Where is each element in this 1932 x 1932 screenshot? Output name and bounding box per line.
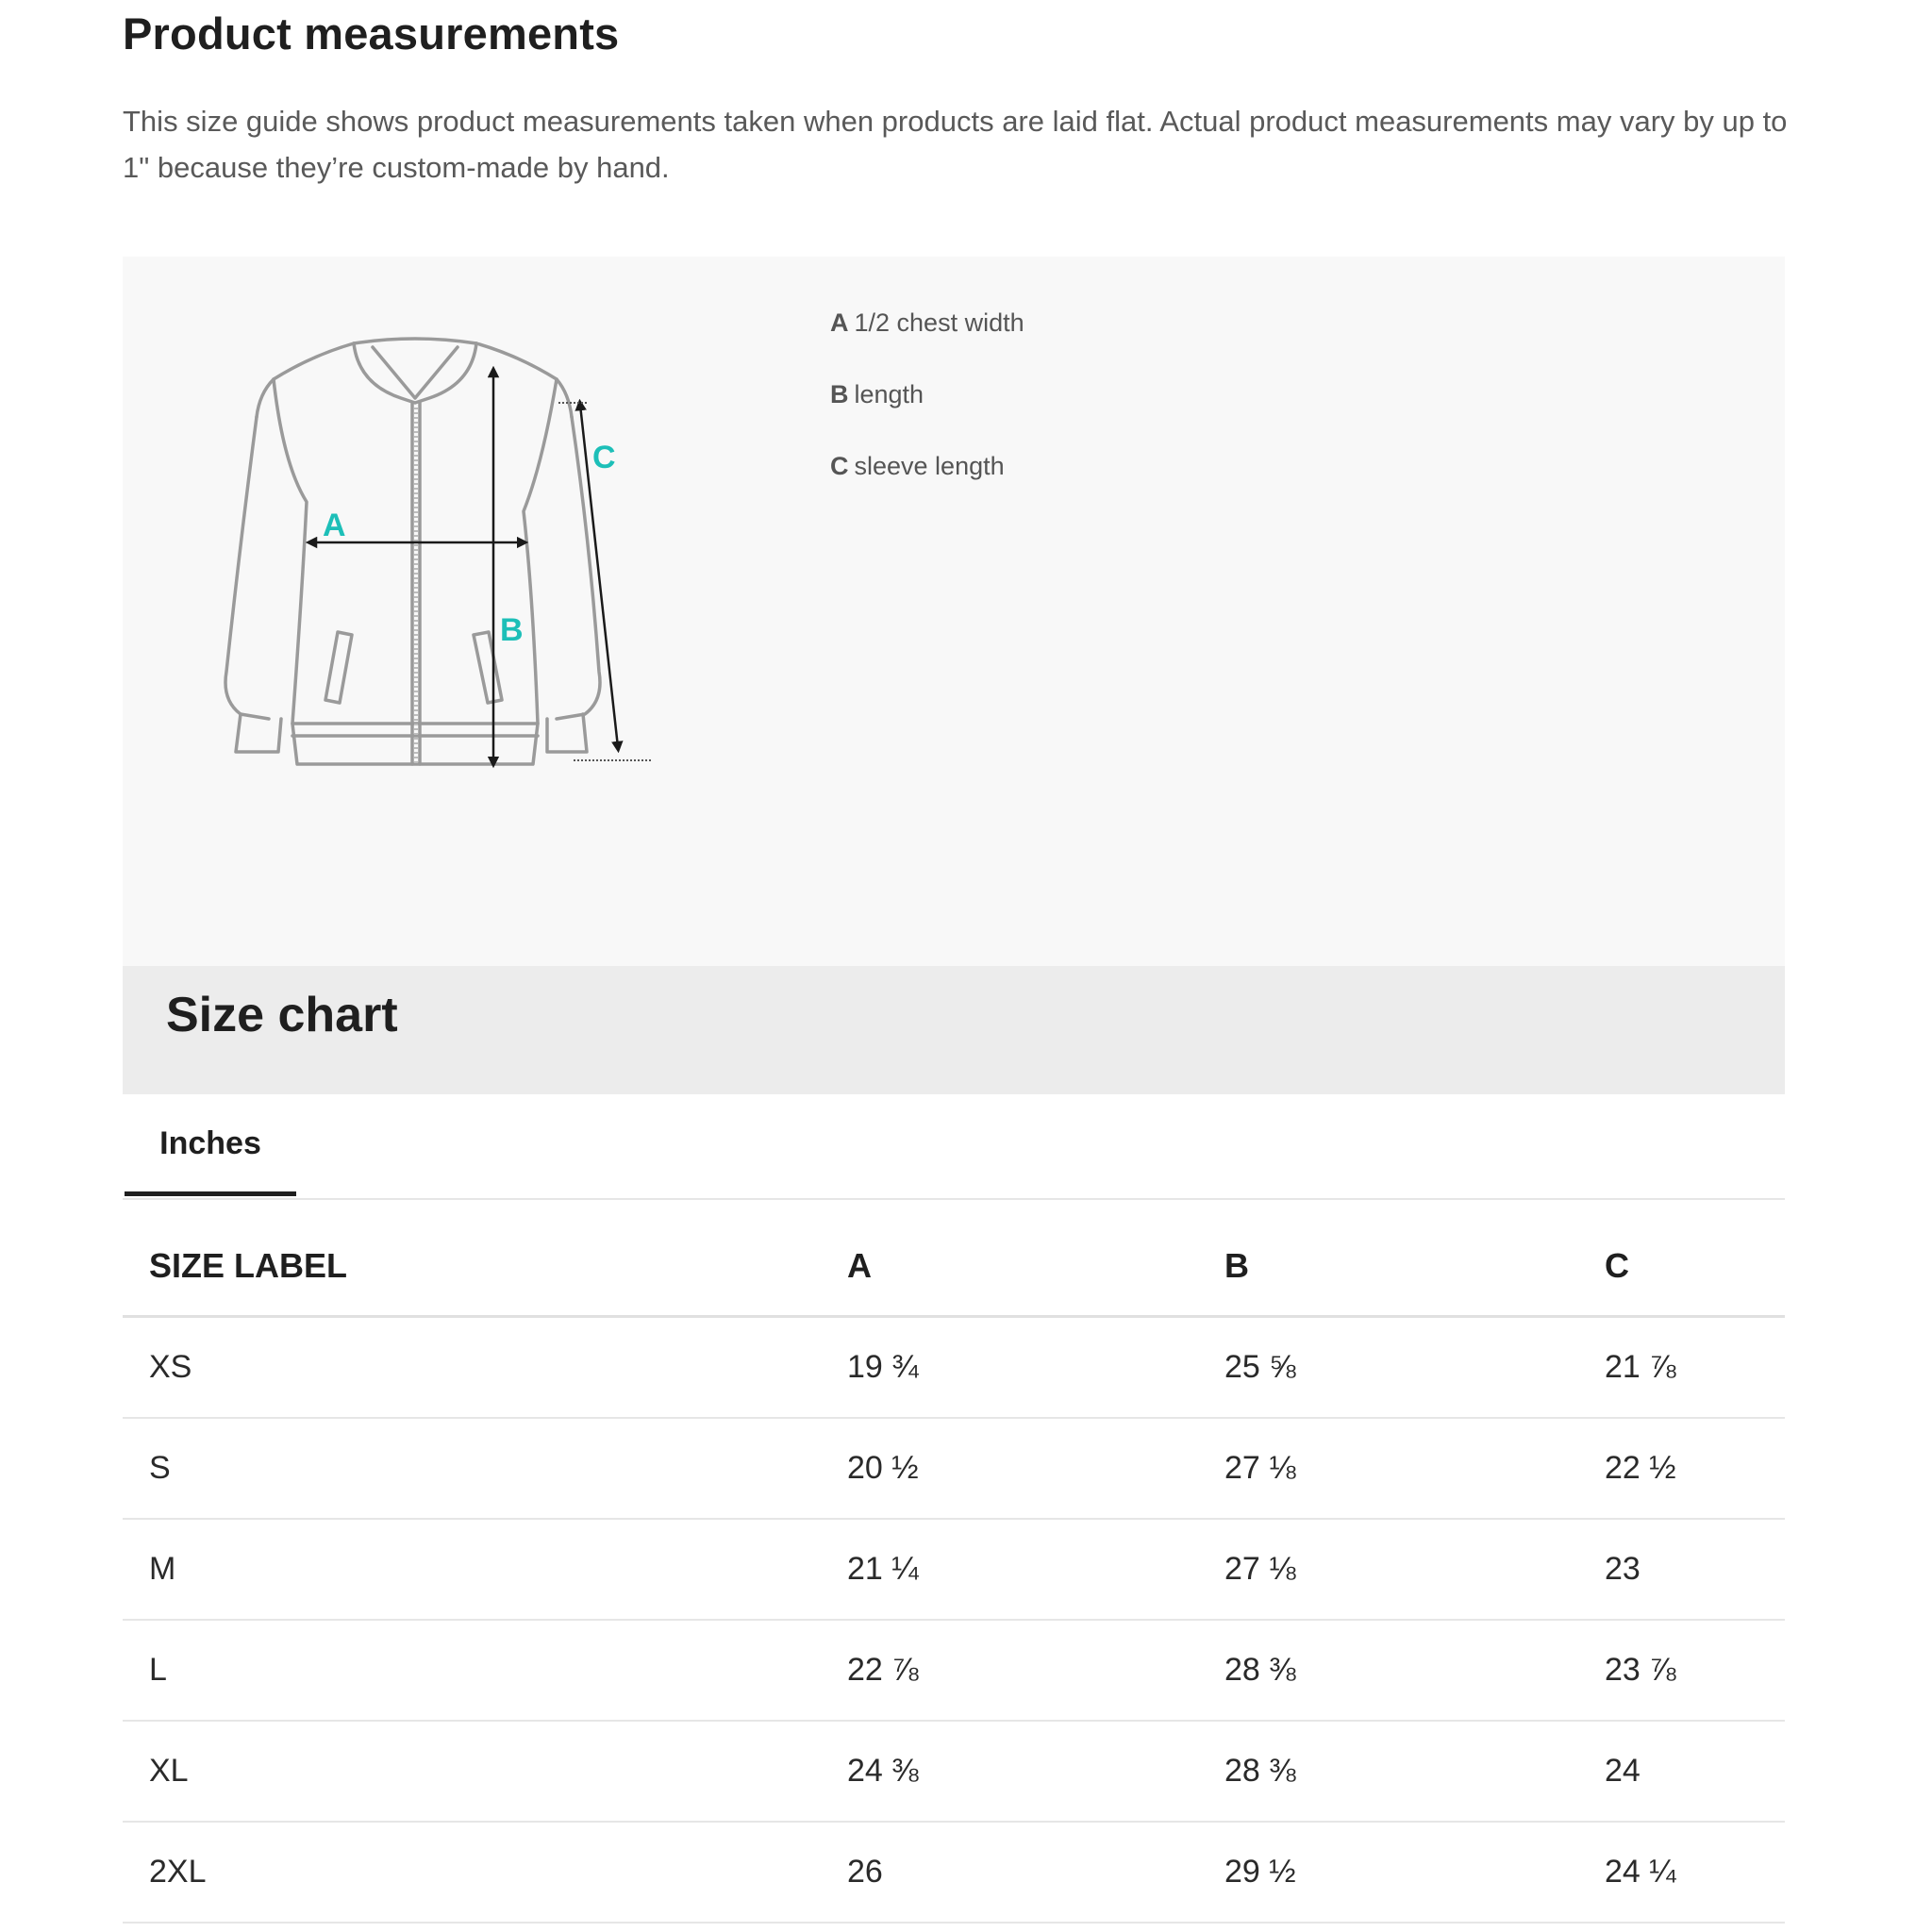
cell-a: 24 ⅜ (847, 1721, 1224, 1822)
cell-a: 20 ½ (847, 1418, 1224, 1519)
table-row (123, 1317, 1785, 1419)
cell-c: 24 ¼ (1605, 1822, 1785, 1923)
column-header-a: A (847, 1217, 1224, 1317)
column-header-size-label: SIZE LABEL (123, 1217, 847, 1317)
cell-size-label: M (123, 1519, 847, 1620)
cell-c: 22 ½ (1605, 1418, 1785, 1519)
cell-size-label: XL (123, 1721, 847, 1822)
cell-b: 27 ⅛ (1224, 1418, 1605, 1519)
cell-size-label: XS (123, 1317, 847, 1419)
jacket-outline (225, 339, 600, 764)
cell-a: 19 ¾ (847, 1317, 1224, 1419)
column-header-c: C (1605, 1217, 1785, 1317)
cell-size-label: S (123, 1418, 847, 1519)
size-chart-header (123, 966, 1785, 1094)
legend-item-c: C sleeve length (830, 452, 1005, 480)
cell-b: 27 ⅛ (1224, 1519, 1605, 1620)
table-row (123, 1418, 1785, 1519)
label-b: B (500, 612, 524, 648)
tab-inches[interactable]: Inches (125, 1094, 296, 1196)
table-header-row (123, 1217, 1785, 1317)
cell-a: 21 ¼ (847, 1519, 1224, 1620)
size-chart-title: Size chart (166, 988, 398, 1042)
label-a: A (323, 508, 346, 543)
measurement-diagram-panel (123, 257, 1785, 966)
cell-b: 28 ⅜ (1224, 1721, 1605, 1822)
page-title: Product measurements (123, 8, 620, 58)
legend-item-b: B length (830, 380, 924, 408)
cell-c: 24 (1605, 1721, 1785, 1822)
cell-b: 25 ⅝ (1224, 1317, 1605, 1419)
cell-c: 23 (1605, 1519, 1785, 1620)
table-row (123, 1620, 1785, 1721)
legend-item-a: A 1/2 chest width (830, 308, 1024, 337)
table-row (123, 1721, 1785, 1822)
table-row (123, 1519, 1785, 1620)
label-c: C (592, 440, 616, 475)
measurement-legend (830, 304, 1024, 519)
jacket-illustration (217, 313, 821, 898)
cell-a: 22 ⅞ (847, 1620, 1224, 1721)
cell-size-label: L (123, 1620, 847, 1721)
cell-b: 29 ½ (1224, 1822, 1605, 1923)
cell-a: 26 (847, 1822, 1224, 1923)
cell-size-label: 2XL (123, 1822, 847, 1923)
size-guide-description: This size guide shows product measurements taken when products are laid flat. Actual product measurements may vary by up to 1" because they’re custom-made by hand. (123, 105, 1788, 184)
table-row (123, 1822, 1785, 1923)
cell-c: 21 ⅞ (1605, 1317, 1785, 1419)
cell-b: 28 ⅜ (1224, 1620, 1605, 1721)
unit-tabs (123, 1094, 1785, 1200)
size-table (123, 1217, 1785, 1924)
cell-c: 23 ⅞ (1605, 1620, 1785, 1721)
column-header-b: B (1224, 1217, 1605, 1317)
